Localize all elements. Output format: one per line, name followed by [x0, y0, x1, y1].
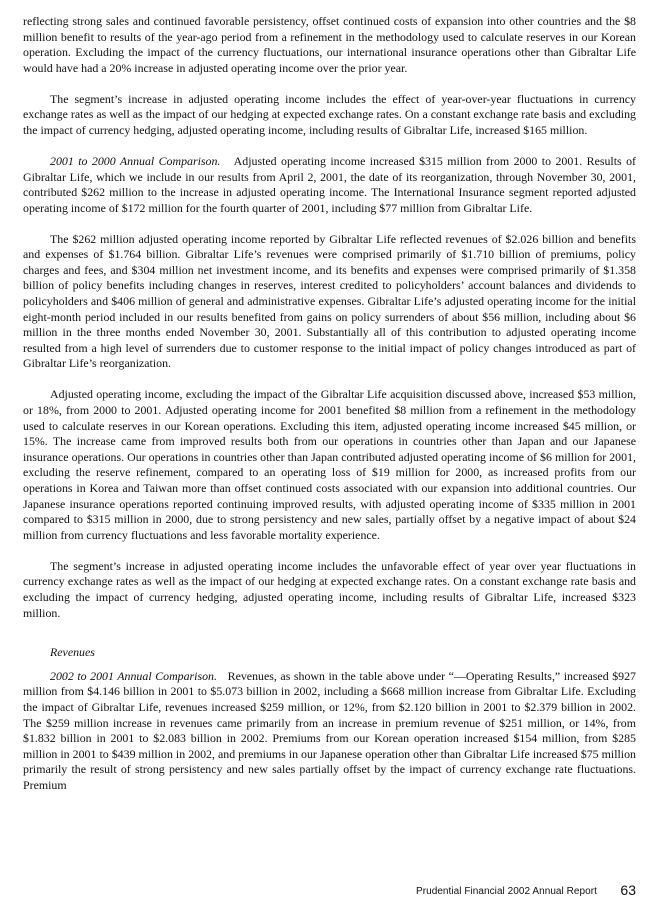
- section-heading-revenues: Revenues: [50, 645, 95, 660]
- paragraph-2001-comparison: [23, 154, 636, 216]
- page-footer: [400, 881, 636, 901]
- paragraph-revenues-2002-comparison: [23, 669, 636, 794]
- document-body: [23, 14, 636, 809]
- paragraph-text: Adjusted operating income increased $315 million from 2000 to 2001. Results of Gibraltar Life, which we include in our results from April 2, 2001, the date of its reorganization, through November 30, 2001, contributed $262 million to the increase in adjusted operating income. The International Insurance segment reported adjusted operating income of $172 million for the fourth quarter of 2001, including $77 million from Gibraltar Life.: [23, 153, 636, 215]
- page-number: 63: [620, 882, 636, 898]
- paragraph-currency-effect-2002: The segment’s increase in adjusted operating income includes the effect of year-over-year fluctuations in currency exchange rates as well as the impact of our hedging at expected exchange rates. On a constant exchange rate basis and excluding the impact of currency hedging, adjusted operating income, including results of Gibraltar Life, increased $165 million.: [23, 91, 636, 137]
- report-title: Prudential Financial 2002 Annual Report: [416, 886, 597, 897]
- paragraph-text: Revenues, as shown in the table above under “—Operating Results,” increased $927 million from $4.146 billion in 2001 to $5.073 billion in 2002, including a $668 million increase from Gibraltar Life. Excluding the impact of Gibraltar Life, revenues increased $259 million, or 12%, from $2.120 billion in 2001 to $2.379 billion in 2002. The $259 million increase in revenues came primarily from an increase in premium revenue of $251 million, or 14%, from $1.832 billion in 2001 to $2.083 billion in 2002. Premiums from our Korean operation increased $154 million, from $285 million in 2001 to $439 million in 2002, and premiums in our Japanese operation other than Gibraltar Life increased $75 million primarily the result of strong persistency and new sales partially offset by the impact of currency exchange rate fluctuations. Premium: [23, 668, 636, 792]
- paragraph-heading: 2001 to 2000 Annual Comparison.: [50, 153, 221, 168]
- paragraph-continuation: reflecting strong sales and continued favorable persistency, offset continued costs of expansion into other countries and the $8 million benefit to results of the year-ago period from a refinement in the methodology used to calculate reserves in our Korean operation. Excluding the impact of the currency fluctuations, our international insurance operations other than Gibraltar Life would have had a 20% increase in adjusted operating income over the prior year.: [23, 14, 636, 75]
- paragraph-adjusted-operating-income: Adjusted operating income, excluding the impact of the Gibraltar Life acquisition discussed above, increased $53 million, or 18%, from 2000 to 2001. Adjusted operating income for 2001 benefited $8 million from a refinement in the methodology used to calculate reserves in our Korean operations. Excluding this item, adjusted operating income increased $45 million, or 15%. The increase came from improved results both from our operations in countries other than Japan and our Japanese insurance operations. Our operations in countries other than Japan contributed adjusted operating income of $6 million for 2001, excluding the reserve refinement, compared to an operating loss of $19 million for 2000, as increased profits from our operations in Korea and Taiwan more than offset continued costs associated with our expansion into additional countries. Our Japanese insurance operations reported continuing improved results, with adjusted operating income of $335 million in 2001 compared to $315 million in 2000, due to strong persistency and new sales, partially offset by a negative impact of about $24 million from currency fluctuations and less favorable mortality experience.: [23, 387, 636, 542]
- paragraph-heading: 2002 to 2001 Annual Comparison.: [50, 668, 217, 683]
- paragraph-gibraltar-results: The $262 million adjusted operating income reported by Gibraltar Life reflected revenues of $2.026 billion and benefits and expenses of $1.764 billion. Gibraltar Life’s revenues were comprised primarily of $1.710 billion of premiums, policy charges and fees, and $304 million net investment income, and its benefits and expenses were comprised primarily of $1.358 billion of policy benefits including changes in reserves, interest credited to policyholders’ account balances and dividends to policyholders and $406 million of general and administrative expenses. Gibraltar Life’s adjusted operating income for the initial eight-month period included in our results benefited from gains on policy surrenders of about $56 million, including about $6 million in the three months ended November 30, 2001. Substantially all of this contribution to adjusted operating income resulted from a high level of surrenders due to customer response to the initial impact of policy changes introduced as part of Gibraltar Life’s reorganization.: [23, 231, 636, 371]
- paragraph-currency-effect-2001: The segment’s increase in adjusted operating income includes the unfavorable effect of year over year fluctuations in currency exchange rates as well as the impact of our hedging at expected exchange rates. On a constant exchange rate basis and excluding the impact of currency hedging, adjusted operating income, including results of Gibraltar Life, increased $323 million.: [23, 558, 636, 620]
